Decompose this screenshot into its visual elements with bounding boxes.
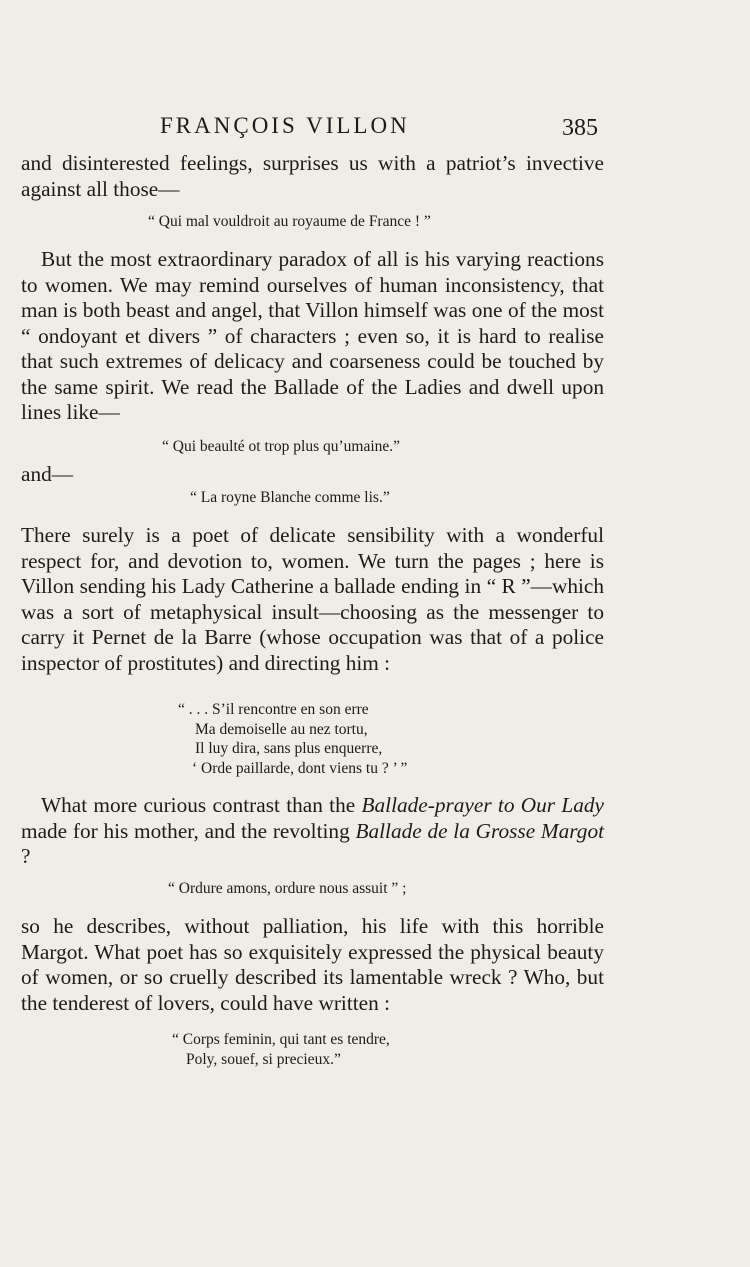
verse-block-1 bbox=[178, 700, 407, 778]
paragraph-4-text: ? bbox=[21, 844, 31, 868]
title-ballade-prayer: Ballade-prayer to Our Lady bbox=[361, 793, 604, 817]
quotation-3: “ La royne Blanche comme lis.” bbox=[190, 489, 390, 506]
paragraph-4-text: made for his mother, and the revolting bbox=[21, 818, 356, 843]
paragraph-4-text: What more curious contrast than the bbox=[41, 793, 362, 817]
verse-line: Il luy dira, sans plus enquerre, bbox=[195, 740, 383, 758]
paragraph-2: But the most extraordinary paradox of all is his varying reactions to women. We may remind ourselves of human inconsistency, that man is both beast and angel, that Villon himself was one of the most “ ondoyant et divers ” of characters ; even so, it is hard to realise that such extremes of delicacy and coarseness could be touched by the same spirit. We read the Ballade of the Ladies and dwell upon lines like— bbox=[21, 247, 604, 424]
quotation-2: “ Qui beaulté ot trop plus qu’umaine.” bbox=[162, 438, 401, 455]
quotation-1: “ Qui mal vouldroit au royaume de France ! ” bbox=[148, 213, 431, 230]
paragraph-1: and disinterested feelings, surprises us with a patriot’s invective against all those— bbox=[21, 151, 604, 201]
title-ballade-margot: Ballade de la Grosse Margot bbox=[355, 818, 605, 843]
page-header bbox=[0, 113, 750, 143]
verse-line: Poly, souef, si precieux.” bbox=[186, 1050, 341, 1068]
verse-line: ‘ Orde paillarde, dont viens tu ? ’ ” bbox=[192, 759, 408, 777]
paragraph-4 bbox=[21, 793, 604, 870]
verse-line: “ Corps feminin, qui tant es tendre, bbox=[172, 1031, 390, 1048]
verse-line: “ . . . S’il rencontre en son erre bbox=[178, 701, 369, 718]
and-label: and— bbox=[21, 462, 74, 486]
quotation-4: “ Ordure amons, ordure nous assuit ” ; bbox=[168, 880, 407, 897]
page-number: 385 bbox=[562, 115, 598, 141]
paragraph-3: There surely is a poet of delicate sensibility with a wonderful respect for, and devotion to, women. We turn the pages ; here is Villon sending his Lady Catherine a ballade ending in “ R ”—which was a sort of metaphysical insult—choosing as the messenger to carry it Pernet de la Barre (whose occupation was that of a police inspector of prostitutes) and directing him : bbox=[21, 523, 604, 675]
running-title: FRANÇOIS VILLON bbox=[160, 113, 410, 138]
paragraph-5: so he describes, without palliation, his life with this horrible Margot. What poet has so exquisitely expressed the physical beauty of women, or so cruelly described its lamentable wreck ? Who, but the tenderest of lovers, could have written : bbox=[21, 914, 604, 1015]
verse-line: Ma demoiselle au nez tortu, bbox=[195, 720, 368, 738]
verse-block-2 bbox=[172, 1030, 390, 1069]
